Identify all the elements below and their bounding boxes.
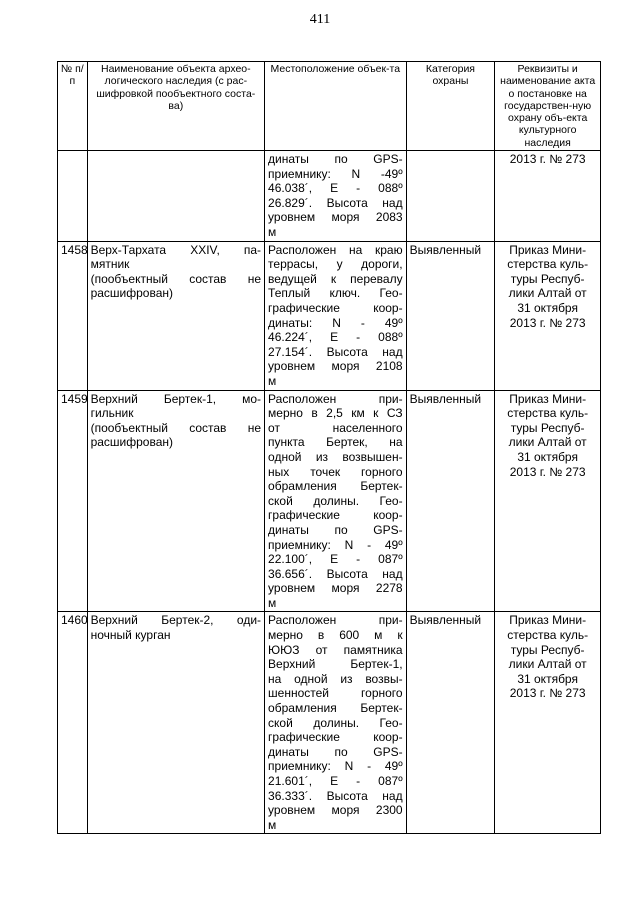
- location-line: м: [268, 817, 277, 832]
- location-line: одной из возвышен-: [268, 449, 403, 464]
- continuation-act: [495, 151, 601, 242]
- location-line: ской долины. Гео-: [268, 715, 403, 730]
- continuation-name: [87, 151, 264, 242]
- location-line: 36.656´. Высота над: [268, 566, 403, 581]
- location-line: 36.333´. Высота над: [268, 788, 403, 803]
- heritage-objects-table: [57, 61, 601, 834]
- name-line: (пообъектный состав не: [90, 271, 262, 286]
- location-line: 21.601´, E - 087º: [268, 774, 403, 789]
- location-line: динаты по GPS-: [268, 522, 403, 537]
- table-row: [58, 612, 601, 834]
- location-line: Расположен при-: [268, 613, 403, 628]
- act-cell: [495, 612, 601, 834]
- location-line: шенностей горного: [268, 686, 403, 701]
- name-line: расшифрован): [90, 435, 174, 450]
- location-line: 26.829´. Высота над: [268, 195, 403, 210]
- row-number: 1460: [58, 612, 88, 834]
- header-protection-category: Категория охраны: [406, 62, 495, 151]
- location-line: графические коор-: [268, 301, 403, 316]
- act-line: лики Алтай от: [508, 657, 587, 672]
- object-name-cell: [87, 612, 264, 834]
- name-line: расшифрован): [90, 286, 174, 301]
- act-cell: [495, 241, 601, 390]
- location-line: террасы, у дороги,: [268, 257, 403, 272]
- continuation-location: [265, 151, 407, 242]
- location-line: обрамления Бертек-: [268, 701, 403, 716]
- act-line: Приказ Мини-: [509, 391, 587, 406]
- name-line: Верхний Бертек-2, оди-: [90, 613, 262, 628]
- header-number: № п/п: [58, 62, 88, 151]
- name-line: Верхний Бертек-1, мо-: [90, 391, 262, 406]
- protection-category-cell: Выявленный: [406, 612, 495, 834]
- location-cell: [265, 390, 407, 612]
- location-line: графические коор-: [268, 508, 403, 523]
- name-line: Верх-Тархата XXIV, па-: [90, 242, 262, 257]
- act-line: 31 октября: [517, 449, 578, 464]
- name-line: мятник: [90, 257, 130, 272]
- act-line: стерства куль-: [507, 628, 589, 643]
- act-line: 2013 г. № 273: [509, 315, 586, 330]
- act-line: 31 октября: [517, 301, 578, 316]
- location-line: 46.224´, E - 088º: [268, 330, 403, 345]
- location-line: уровнем моря 2278: [268, 581, 403, 596]
- table-row: [58, 241, 601, 390]
- location-line: графические коор-: [268, 730, 403, 745]
- act-line: лики Алтай от: [508, 435, 587, 450]
- location-line: динаты: N - 49º: [268, 315, 403, 330]
- act-line: лики Алтай от: [508, 286, 587, 301]
- location-line: уровнем моря 2300: [268, 803, 403, 818]
- name-line: (пообъектный состав не: [90, 420, 262, 435]
- page-number: 411: [309, 12, 331, 27]
- act-line: туры Респуб-: [510, 642, 585, 657]
- location-cell: [265, 241, 407, 390]
- location-line: ведущей к перевалу: [268, 271, 403, 286]
- act-line: туры Респуб-: [510, 271, 585, 286]
- object-name-cell: [87, 241, 264, 390]
- continuation-number: [58, 151, 88, 242]
- location-line: уровнем моря 2108: [268, 359, 403, 374]
- act-line: туры Респуб-: [510, 420, 585, 435]
- location-line: мерно в 600 м к: [268, 628, 403, 643]
- location-line: уровнем моря 2083: [268, 210, 403, 225]
- header-object-name: Наименование объекта архео-логического наследия (с рас-шифровкой пообъектного соста-ва): [87, 62, 264, 151]
- act-line: стерства куль-: [507, 257, 589, 272]
- table-header-row: [58, 62, 601, 151]
- act-line: стерства куль-: [507, 406, 589, 421]
- act-line: 2013 г. № 273: [509, 464, 586, 479]
- location-line: м: [268, 595, 277, 610]
- location-line: приемнику: N - 49º: [268, 759, 403, 774]
- location-line: мерно в 2,5 км к СЗ: [268, 406, 403, 421]
- location-line: Расположен при-: [268, 391, 403, 406]
- location-line: динаты по GPS-: [268, 152, 403, 167]
- act-line: Приказ Мини-: [509, 242, 587, 257]
- name-line: ночный курган: [90, 628, 171, 643]
- location-line: на одной из возвы-: [268, 671, 403, 686]
- act-line: 2013 г. № 273: [509, 686, 586, 701]
- row-number: 1458: [58, 241, 88, 390]
- location-cell: [265, 612, 407, 834]
- location-line: м: [268, 373, 277, 388]
- act-line: Приказ Мини-: [509, 613, 587, 628]
- location-line: 46.038´, E - 088º: [268, 181, 403, 196]
- act-line: 31 октября: [517, 671, 578, 686]
- act-line: 2013 г. № 273: [509, 152, 586, 167]
- location-line: 22.100´, E - 087º: [268, 552, 403, 567]
- location-line: ЮЮЗ от памятника: [268, 642, 403, 657]
- continuation-category: [406, 151, 495, 242]
- location-line: Теплый ключ. Гео-: [268, 286, 403, 301]
- protection-category-cell: Выявленный: [406, 390, 495, 612]
- location-line: 27.154´. Высота над: [268, 344, 403, 359]
- location-line: обрамления Бертек-: [268, 479, 403, 494]
- continuation-row: [58, 151, 601, 242]
- location-line: от населенного: [268, 420, 403, 435]
- location-line: ской долины. Гео-: [268, 493, 403, 508]
- location-line: м: [268, 225, 277, 240]
- location-line: приемнику: N -49º: [268, 166, 403, 181]
- object-name-cell: [87, 390, 264, 612]
- location-line: ных точек горного: [268, 464, 403, 479]
- protection-category-cell: Выявленный: [406, 241, 495, 390]
- table-row: [58, 390, 601, 612]
- location-line: приемнику: N - 49º: [268, 537, 403, 552]
- header-location: Местоположение объек-та: [265, 62, 407, 151]
- location-line: Расположен на краю: [268, 242, 403, 257]
- location-line: пункта Бертек, на: [268, 435, 403, 450]
- location-line: Верхний Бертек-1,: [268, 657, 403, 672]
- name-line: гильник: [90, 406, 134, 421]
- act-cell: [495, 390, 601, 612]
- location-line: динаты по GPS-: [268, 744, 403, 759]
- row-number: 1459: [58, 390, 88, 612]
- header-act-details: Реквизиты и наименование акта о постановке на государствен-ную охрану объ-екта культурного наследия: [495, 62, 601, 151]
